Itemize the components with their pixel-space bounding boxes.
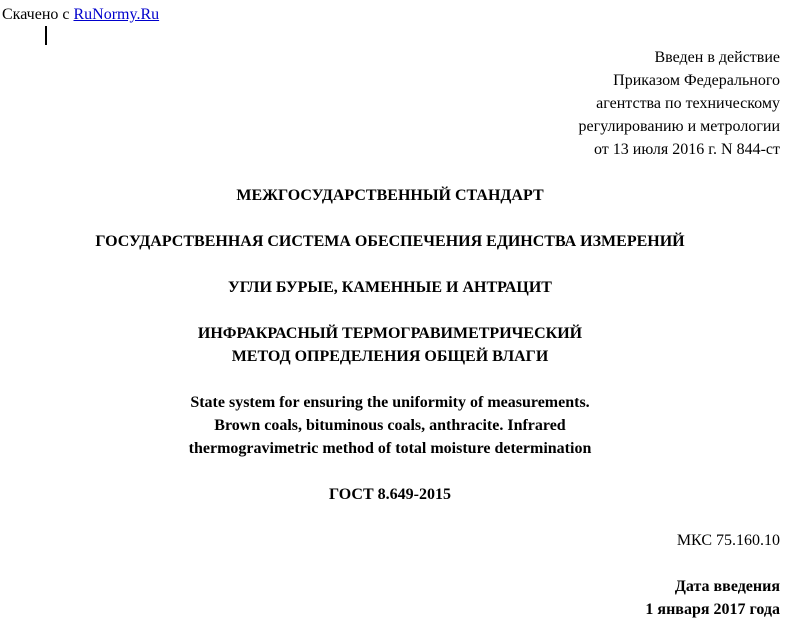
introduction-label: Дата введения: [674, 578, 780, 595]
english-title-line: Brown coals, bituminous coals, anthracite. Infrared: [214, 417, 566, 434]
enactment-line: Введен в действие: [654, 49, 780, 66]
method-line: ИНФРАКРАСНЫЙ ТЕРМОГРАВИМЕТРИЧЕСКИЙ: [197, 325, 583, 342]
enactment-line: регулированию и метрологии: [578, 118, 780, 135]
enactment-line: агентства по техническому: [596, 95, 780, 112]
source-link[interactable]: RuNormy.Ru: [73, 6, 160, 23]
enactment-block: [579, 46, 780, 161]
standard-type: МЕЖГОСУДАРСТВЕННЫЙ СТАНДАРТ: [236, 187, 544, 204]
english-title: [0, 391, 780, 460]
source-prefix: Скачено с: [2, 6, 74, 23]
standard-subject: УГЛИ БУРЫЕ, КАМЕННЫЕ И АНТРАЦИТ: [228, 279, 552, 296]
enactment-line: от 13 июля 2016 г. N 844-ст: [594, 141, 780, 158]
english-title-line: State system for ensuring the uniformity of measurements.: [190, 394, 590, 411]
text-cursor: [45, 26, 47, 45]
mks-code: МКС 75.160.10: [676, 532, 780, 549]
enactment-line: Приказом Федерального: [613, 72, 780, 89]
method-line: МЕТОД ОПРЕДЕЛЕНИЯ ОБЩЕЙ ВЛАГИ: [231, 348, 549, 365]
introduction-date-block: [645, 575, 780, 621]
standard-method: [0, 322, 780, 368]
english-title-line: thermogravimetric method of total moisture determination: [188, 440, 592, 457]
source-line: [2, 3, 159, 26]
introduction-date: 1 января 2017 года: [645, 601, 780, 618]
standard-code: ГОСТ 8.649-2015: [329, 486, 451, 503]
standard-system: ГОСУДАРСТВЕННАЯ СИСТЕМА ОБЕСПЕЧЕНИЯ ЕДИНСТВА ИЗМЕРЕНИЙ: [95, 233, 685, 250]
